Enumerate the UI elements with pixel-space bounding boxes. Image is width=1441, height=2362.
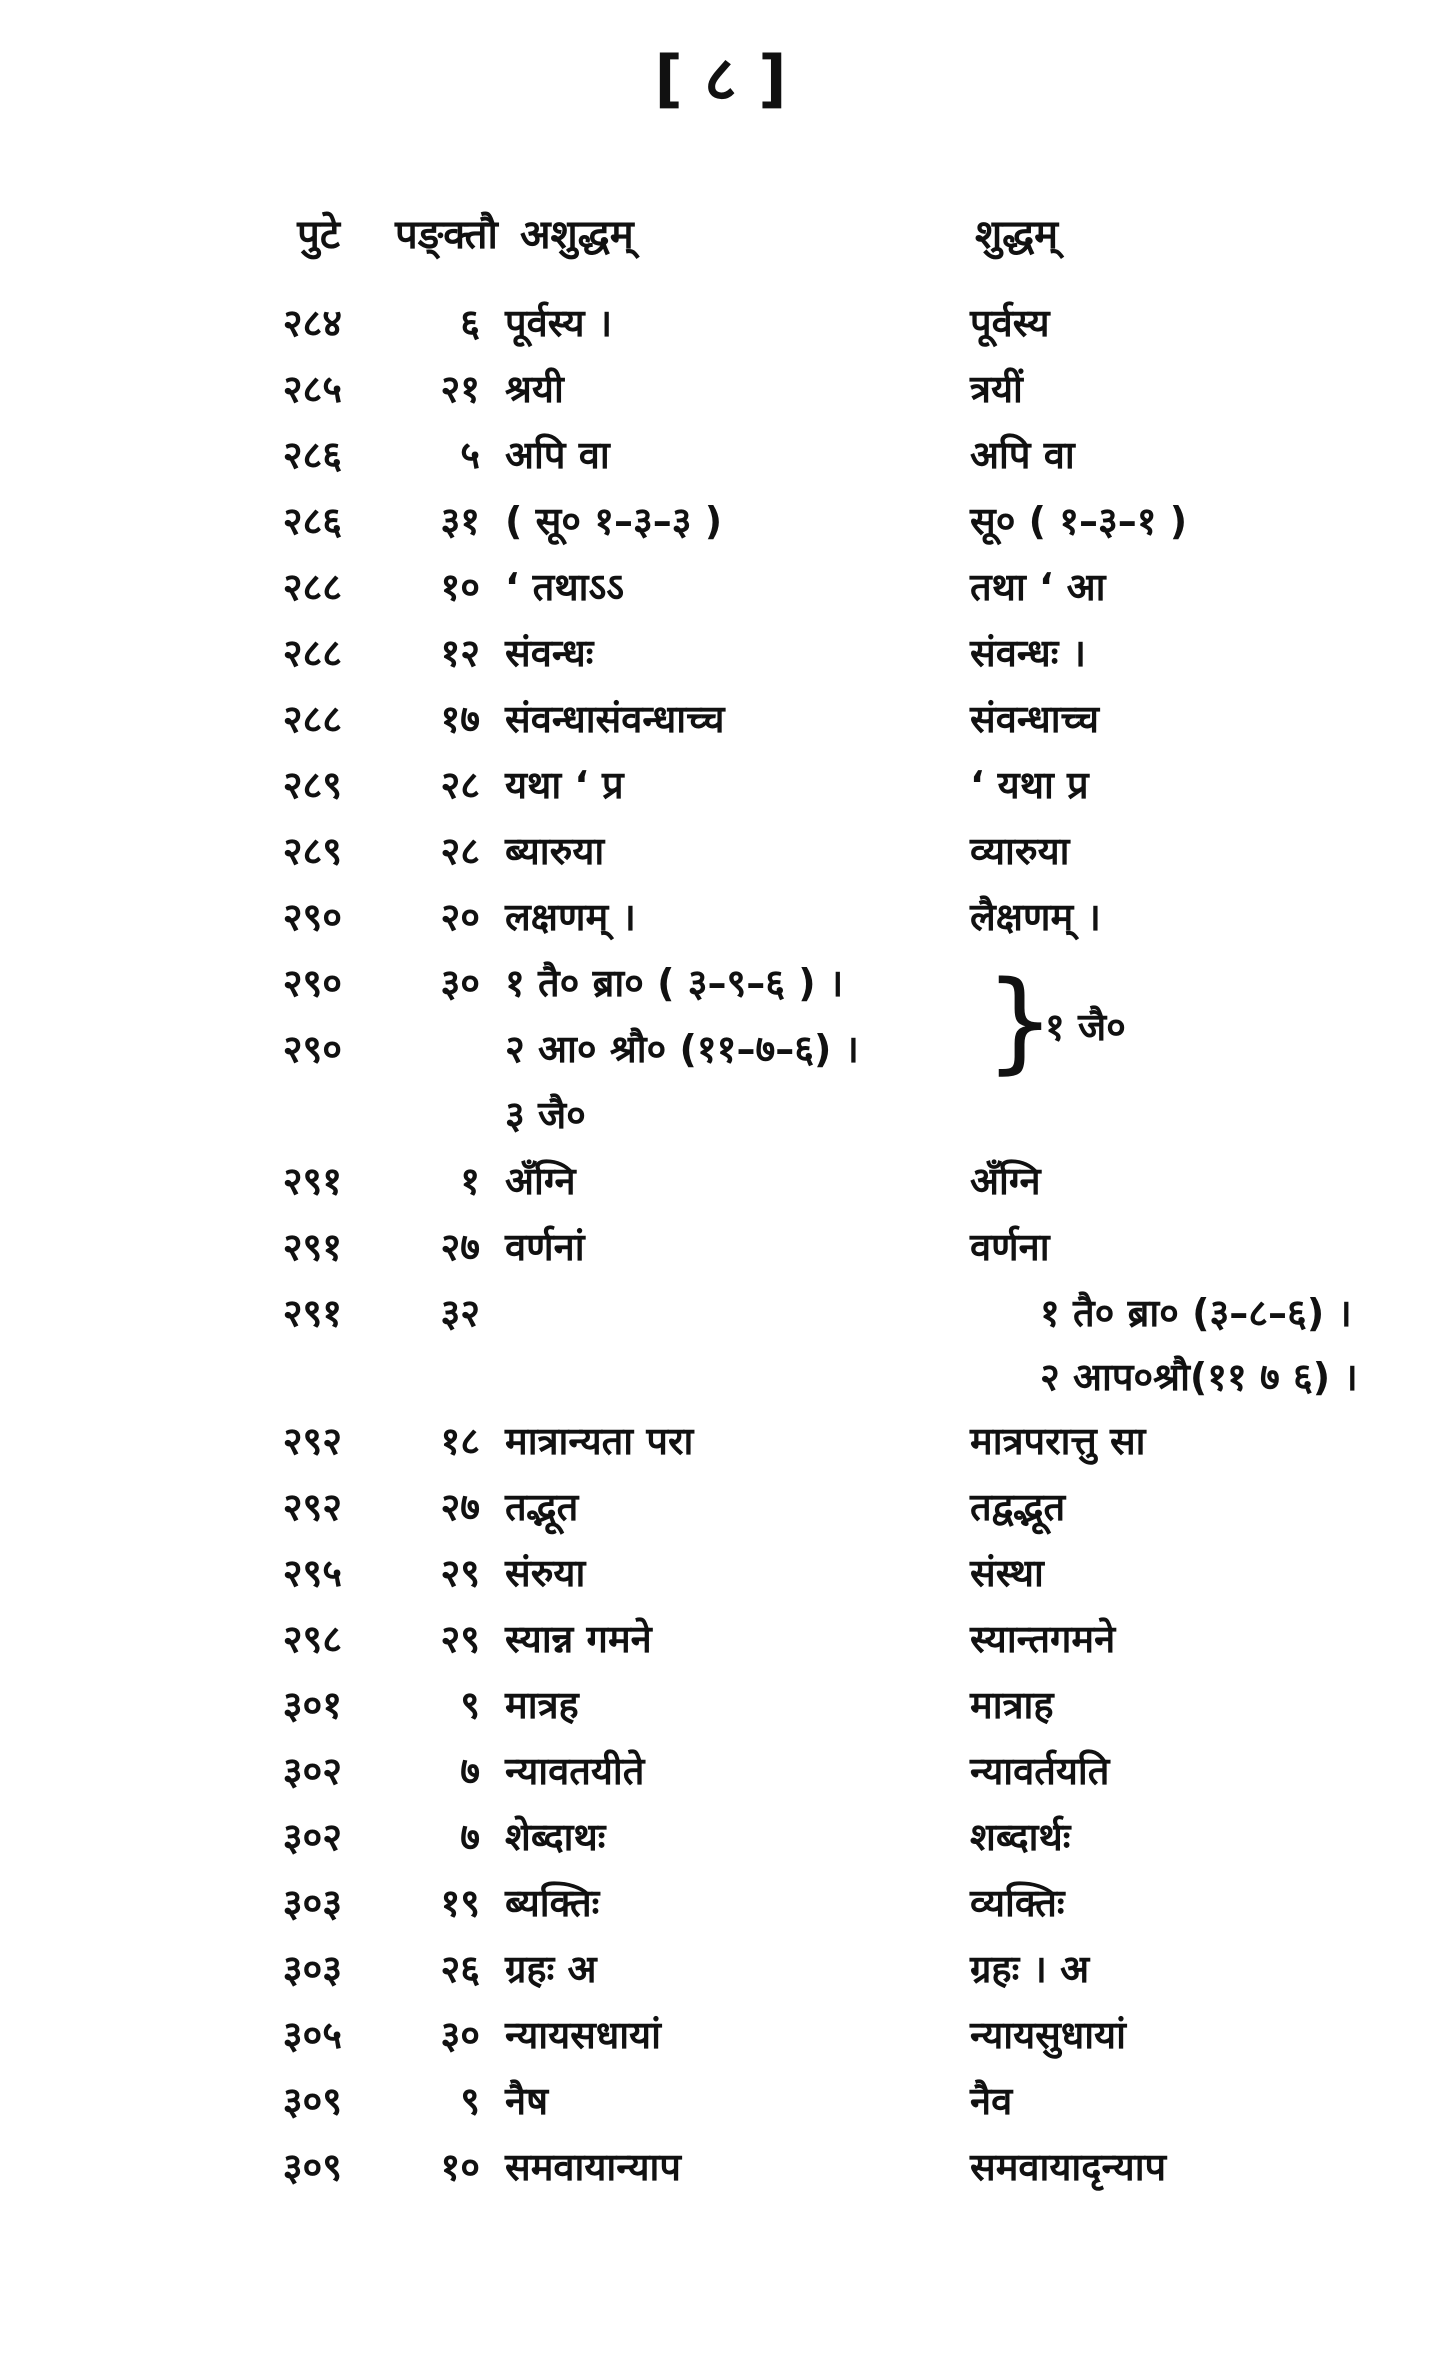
table-row	[0, 1672, 1441, 1738]
table-row	[0, 290, 1441, 356]
table-row	[0, 488, 1441, 554]
incorrect-cell: शेब्दाथः	[505, 1815, 606, 1859]
table-row	[0, 1606, 1441, 1672]
table-row	[0, 1936, 1441, 2002]
correct-cell: न्यावर्तयति	[970, 1749, 1110, 1793]
table-row	[0, 950, 1441, 1016]
correct-cell: १ जै०	[1045, 1005, 1126, 1049]
line-cell: १८	[440, 1419, 480, 1463]
page-number: [ ८ ]	[654, 42, 787, 115]
table-row	[0, 752, 1441, 818]
correct-cell: २ आप०श्रौ(११ ७ ६) ।	[1040, 1355, 1358, 1399]
correct-cell: तथा ‘ आ	[970, 565, 1106, 609]
page-cell: २८८	[282, 697, 342, 741]
line-cell: १०	[440, 565, 480, 609]
incorrect-cell: २ आ० श्रौ० (११–७–६) ।	[505, 1027, 859, 1071]
correct-cell: अँग्नि	[970, 1159, 1041, 1203]
table-row	[0, 1738, 1441, 1804]
line-cell: १९	[440, 1881, 480, 1925]
correct-cell: स्यान्तगमने	[970, 1617, 1116, 1661]
table-row-continuation	[0, 1346, 1441, 1408]
incorrect-cell: मात्रह	[505, 1683, 579, 1727]
correct-cell: मात्राह	[970, 1683, 1054, 1727]
incorrect-cell: संवन्धः	[505, 631, 594, 675]
page-cell: २९१	[282, 1291, 342, 1335]
page-cell: २९०	[282, 895, 342, 939]
header-incorrect: अशुद्धम्	[520, 212, 634, 258]
incorrect-cell: ‘ तथाऽऽ	[505, 565, 624, 609]
page-cell: २८६	[282, 499, 342, 543]
line-cell: २०	[440, 895, 480, 939]
line-cell: २१	[440, 367, 480, 411]
page-cell: २९२	[282, 1485, 342, 1529]
line-cell: २८	[440, 763, 480, 807]
correct-cell: तद्वद्भूत	[970, 1485, 1066, 1529]
table-header	[0, 205, 1441, 265]
line-cell: २६	[440, 1947, 480, 1991]
errata-table	[0, 290, 1441, 2200]
page-cell: २९५	[282, 1551, 342, 1595]
line-cell: २९	[440, 1551, 480, 1595]
incorrect-cell: लक्षणम् ।	[505, 895, 636, 939]
line-cell: ७	[460, 1749, 480, 1793]
line-cell: ३०	[440, 2013, 480, 2057]
incorrect-cell: संवन्धासंवन्धाच्च	[505, 697, 725, 741]
page-cell: ३०९	[282, 2145, 342, 2189]
table-row	[0, 1870, 1441, 1936]
line-cell: १०	[440, 2145, 480, 2189]
page-cell: ३०२	[282, 1815, 342, 1859]
page-cell: २८८	[282, 565, 342, 609]
table-row	[0, 1408, 1441, 1474]
page-cell: २९१	[282, 1225, 342, 1269]
page-cell: २८९	[282, 829, 342, 873]
correct-cell: संवन्धः ।	[970, 631, 1087, 675]
incorrect-cell: अँग्नि	[505, 1159, 576, 1203]
correct-cell: मात्रपरात्तु सा	[970, 1419, 1146, 1463]
correct-cell: संवन्धाच्च	[970, 697, 1100, 741]
page-cell: ३०३	[282, 1881, 342, 1925]
incorrect-cell: वर्णनां	[505, 1225, 585, 1269]
correct-cell: अपि वा	[970, 433, 1075, 477]
line-cell: ६	[460, 301, 480, 345]
incorrect-cell: पूर्वस्य ।	[505, 301, 613, 345]
correct-cell: व्यक्तिः	[970, 1881, 1065, 1925]
correct-cell: व्यारुया	[970, 829, 1070, 873]
page-cell: ३०९	[282, 2079, 342, 2123]
incorrect-cell: ( सू० १–३–३ )	[505, 499, 723, 543]
incorrect-cell: ३ जै०	[505, 1093, 586, 1137]
line-cell: ३०	[440, 961, 480, 1005]
page-cell: २८५	[282, 367, 342, 411]
page-cell: ३०३	[282, 1947, 342, 1991]
header-line: पङ्क्तौ	[395, 212, 498, 258]
header-correct: शुद्धम्	[975, 212, 1059, 258]
table-row	[0, 554, 1441, 620]
table-row	[0, 2068, 1441, 2134]
page-cell: २९०	[282, 1027, 342, 1071]
incorrect-cell: तद्भूत	[505, 1485, 579, 1529]
page-cell: २८४	[282, 301, 342, 345]
table-row	[0, 356, 1441, 422]
line-cell: ९	[460, 2079, 480, 2123]
correct-cell: ग्रहः । अ	[970, 1947, 1090, 1991]
correct-cell: त्रयीं	[970, 367, 1023, 411]
table-row	[0, 686, 1441, 752]
line-cell: ३१	[440, 499, 480, 543]
table-row	[0, 2134, 1441, 2200]
table-row	[0, 1474, 1441, 1540]
incorrect-cell: मात्रान्यता परा	[505, 1419, 694, 1463]
page-cell: २८९	[282, 763, 342, 807]
incorrect-cell: ब्यक्तिः	[505, 1881, 600, 1925]
line-cell: ९	[460, 1683, 480, 1727]
incorrect-cell: यथा ‘ प्र	[505, 763, 624, 807]
correct-cell: शब्दार्थः	[970, 1815, 1071, 1859]
incorrect-cell: न्यायसधायां	[505, 2013, 661, 2057]
incorrect-cell: श्रयी	[505, 367, 564, 411]
incorrect-cell: नैष	[505, 2079, 549, 2123]
page-cell: २८६	[282, 433, 342, 477]
page-cell: ३०२	[282, 1749, 342, 1793]
page-cell: ३०५	[282, 2013, 342, 2057]
line-cell: २९	[440, 1617, 480, 1661]
correct-cell: १ तै० ब्रा० (३–८–६) ।	[1040, 1291, 1352, 1335]
correct-cell: नैव	[970, 2079, 1013, 2123]
line-cell: २७	[440, 1485, 480, 1529]
line-cell: १	[460, 1159, 480, 1203]
incorrect-cell: स्यान्न गमने	[505, 1617, 652, 1661]
table-row	[0, 1280, 1441, 1346]
incorrect-cell: संरुया	[505, 1551, 586, 1595]
line-cell: २७	[440, 1225, 480, 1269]
correct-cell: सू० ( १–३–१ )	[970, 499, 1188, 543]
correct-cell: लैक्षणम् ।	[970, 895, 1101, 939]
correct-cell: संस्था	[970, 1551, 1044, 1595]
curly-brace-icon: }	[985, 957, 1055, 1085]
incorrect-cell: १ तै० ब्रा० ( ३–९–६ ) ।	[505, 961, 844, 1005]
table-row	[0, 620, 1441, 686]
page-cell: २९०	[282, 961, 342, 1005]
table-row	[0, 818, 1441, 884]
line-cell: ३२	[440, 1291, 480, 1335]
page-cell: ३०१	[282, 1683, 342, 1727]
correct-cell: वर्णना	[970, 1225, 1050, 1269]
line-cell: ५	[460, 433, 480, 477]
table-row	[0, 422, 1441, 488]
incorrect-cell: ग्रहः अ	[505, 1947, 597, 1991]
incorrect-cell: न्यावतयीते	[505, 1749, 645, 1793]
table-row	[0, 2002, 1441, 2068]
table-row	[0, 1148, 1441, 1214]
incorrect-cell: समवायान्याप	[505, 2145, 681, 2189]
page-cell: २८८	[282, 631, 342, 675]
incorrect-cell: ब्यारुया	[505, 829, 605, 873]
correct-cell: पूर्वस्य	[970, 301, 1050, 345]
table-row	[0, 1214, 1441, 1280]
incorrect-cell: अपि वा	[505, 433, 610, 477]
page-cell: २९२	[282, 1419, 342, 1463]
table-row	[0, 1082, 1441, 1148]
table-row	[0, 1540, 1441, 1606]
line-cell: १७	[440, 697, 480, 741]
correct-cell: ‘ यथा प्र	[970, 763, 1089, 807]
line-cell: २८	[440, 829, 480, 873]
line-cell: ७	[460, 1815, 480, 1859]
page-cell: २९१	[282, 1159, 342, 1203]
header-page: पुटे	[297, 212, 340, 258]
page-cell: २९८	[282, 1617, 342, 1661]
line-cell: १२	[440, 631, 480, 675]
table-row	[0, 1804, 1441, 1870]
correct-cell: समवायादृन्याप	[970, 2145, 1167, 2189]
correct-cell: न्यायसुधायां	[970, 2013, 1126, 2057]
table-row	[0, 884, 1441, 950]
